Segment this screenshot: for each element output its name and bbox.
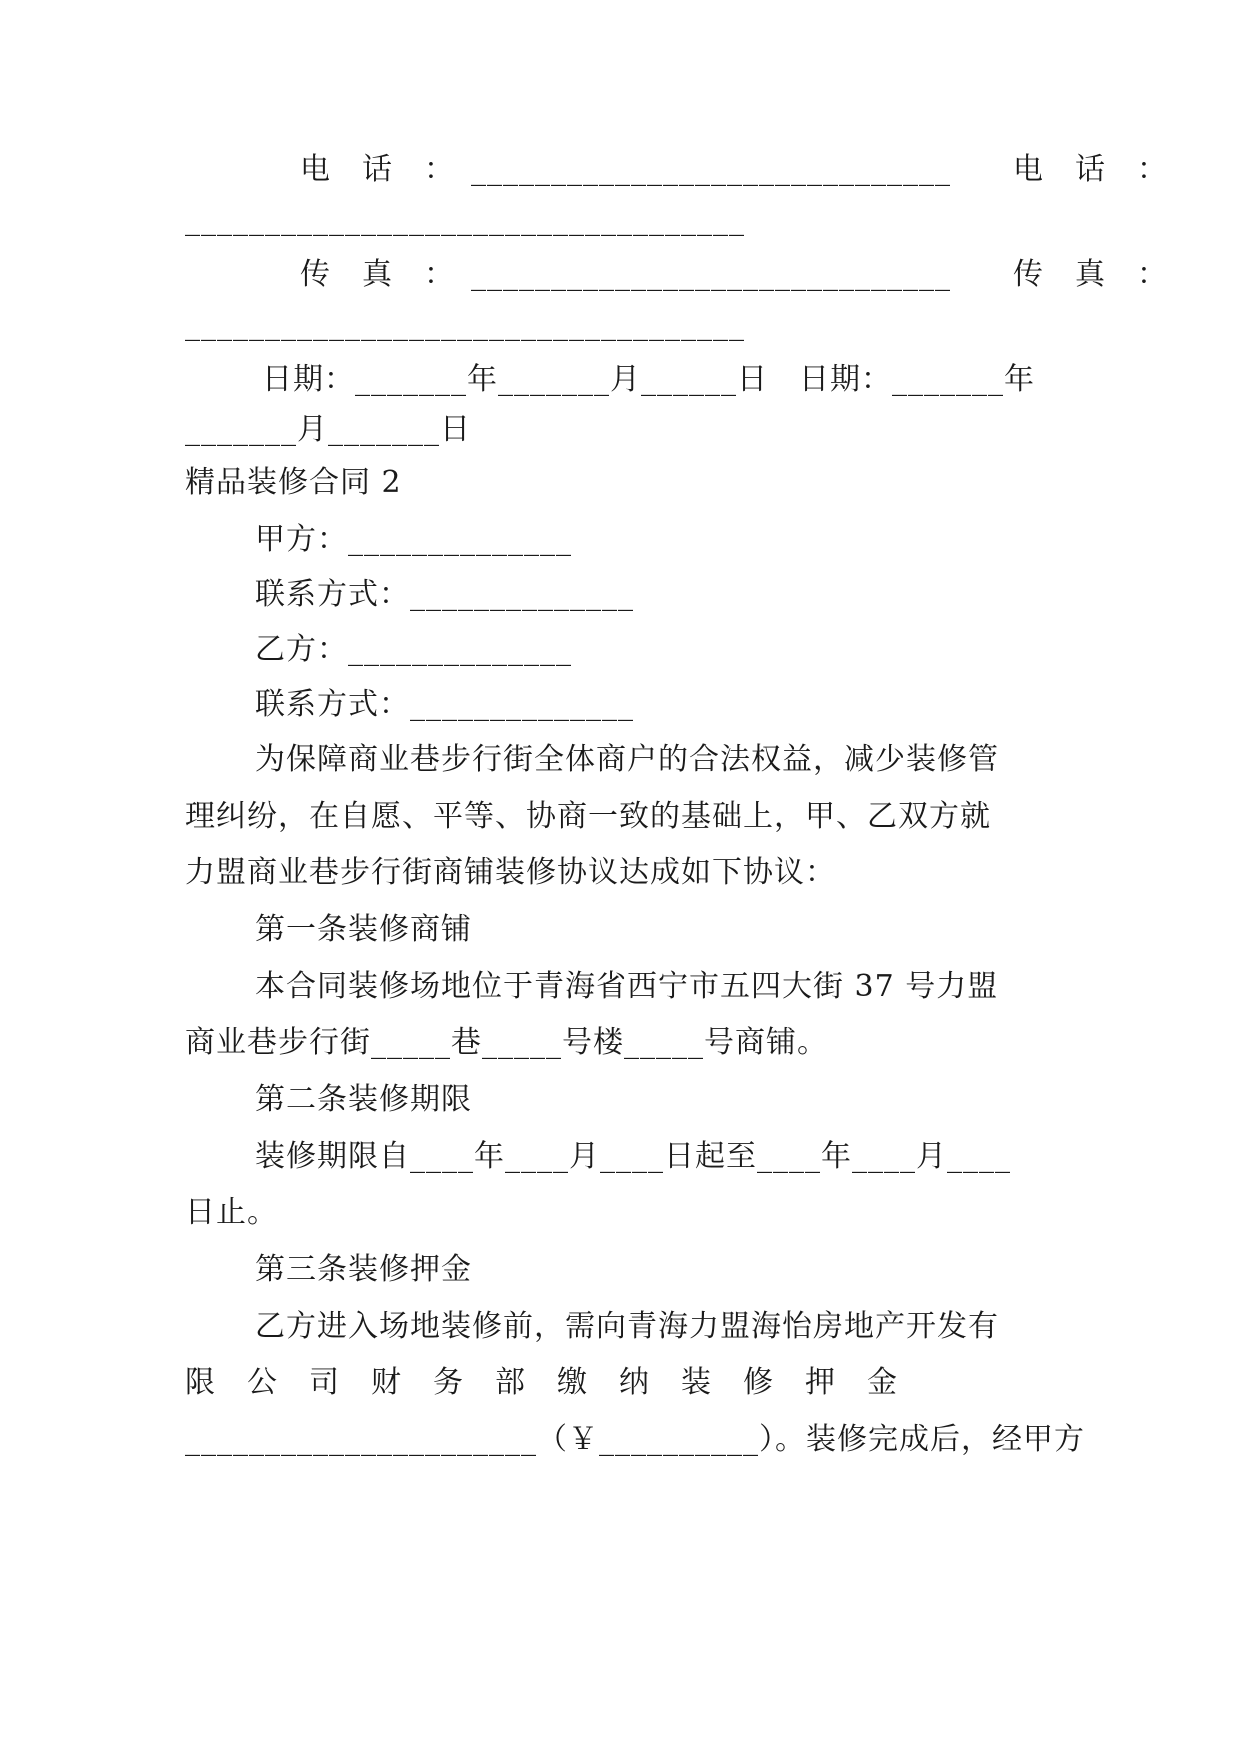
- article-2-title: 第二条装修期限: [255, 1082, 472, 1117]
- fax-line-2: ___________________________________: [185, 307, 745, 342]
- date-line-1: 日期：_______年_______月______日 日期：_______年: [262, 362, 1035, 397]
- party-b: 乙方：______________: [255, 632, 572, 667]
- phone-line-1: 电 话 ： ______________________________ 电 话 ：: [300, 152, 1168, 187]
- fax-line-1: 传 真 ： ______________________________ 传 真 ：: [300, 257, 1168, 292]
- article-2-body-line-1: 装修期限自____年____月____日起至____年____月____: [255, 1139, 1011, 1174]
- article-3-body-line-2: 限 公 司 财 务 部 缴 纳 装 修 押 金: [185, 1365, 898, 1400]
- party-b-contact: 联系方式：______________: [255, 687, 634, 722]
- contract-heading: 精品装修合同 2: [185, 465, 402, 500]
- article-1-body-line-2: 商业巷步行街_____巷_____号楼_____号商铺。: [185, 1025, 828, 1060]
- preamble-line-1: 为保障商业巷步行街全体商户的合法权益，减少装修管: [255, 742, 999, 777]
- article-3-body-line-3: ______________________（￥__________）。装修完成后，经甲方: [185, 1422, 1085, 1457]
- preamble-line-3: 力盟商业巷步行街商铺装修协议达成如下协议：: [185, 855, 836, 890]
- article-2-body-line-2: 日止。: [185, 1195, 278, 1230]
- date-line-2: _______月_______日: [185, 412, 471, 447]
- article-3-title: 第三条装修押金: [255, 1252, 472, 1287]
- party-a: 甲方：______________: [255, 522, 572, 557]
- preamble-line-2: 理纠纷，在自愿、平等、协商一致的基础上，甲、乙双方就: [185, 799, 991, 834]
- party-a-contact: 联系方式：______________: [255, 577, 634, 612]
- article-3-body-line-1: 乙方进入场地装修前，需向青海力盟海怡房地产开发有: [255, 1309, 999, 1344]
- article-1-title: 第一条装修商铺: [255, 912, 472, 947]
- article-1-body-line-1: 本合同装修场地位于青海省西宁市五四大街 37 号力盟: [255, 969, 999, 1004]
- phone-line-2: ___________________________________: [185, 202, 745, 237]
